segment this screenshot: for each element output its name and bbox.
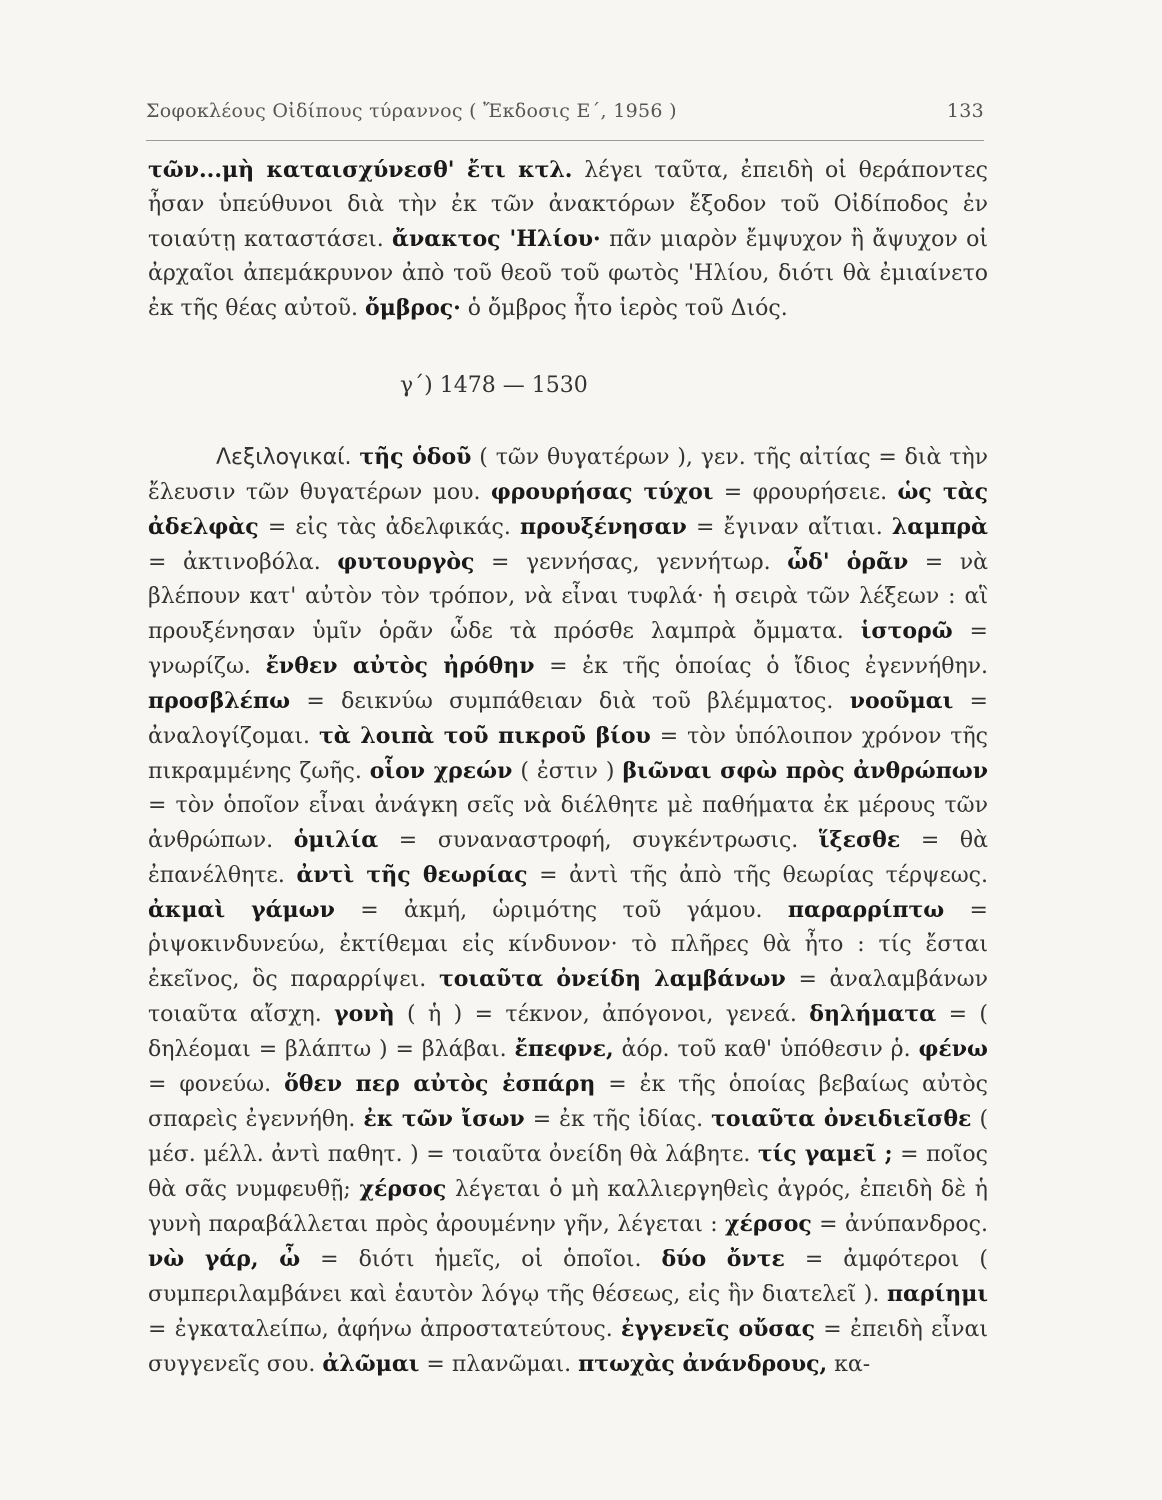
- lemma: παραρρίπτω: [787, 897, 945, 923]
- lemma: ἔπεφνε,: [514, 1036, 614, 1062]
- lemma: φένω: [918, 1036, 988, 1062]
- gloss: = ἐγκαταλείπω, ἀφήνω ἀπροστατεύτους.: [148, 1317, 622, 1342]
- lemma: ἄνακτος 'Ηλίου·: [392, 226, 601, 252]
- lemma: λαμπρὰ: [891, 514, 988, 540]
- lemma: νὼ γάρ, ὦ: [148, 1246, 301, 1272]
- gloss: = ἐκ τῆς ἰδίας.: [524, 1107, 712, 1132]
- lemma: ὁμιλία: [293, 827, 379, 853]
- gloss: = ἀκτινοβόλα.: [148, 550, 338, 575]
- lemma: ἀλῶμαι: [322, 1351, 420, 1377]
- gloss: = ἀκμή, ὡριμότης τοῦ γάμου.: [334, 898, 788, 923]
- lemma: οἷον χρεών: [369, 758, 513, 784]
- lemma: προσβλέπω: [148, 688, 291, 714]
- vocabulary-label: Λεξιλογικαί.: [216, 445, 352, 470]
- lemma: τῆς ὁδοῦ: [359, 444, 472, 470]
- lemma: δηλήματα: [809, 1001, 937, 1027]
- gloss: λέγει ταῦτα, ἐπειδὴ οἱ θεράποντες ἦσαν ὑπεύθυνοι διὰ τὴν ἐκ τῶν ἀνακτόρων ἔξοδον τοῦ Οἰδίποδος ἐν τοιαύτῃ καταστάσει.: [148, 158, 988, 252]
- lemma: προυξένησαν: [520, 514, 687, 540]
- running-title: Σοφοκλέους Οἰδίπους τύραννος ( Ἔκδοσις Ε΄, 1956 ): [146, 100, 677, 122]
- gloss: = ῥιψοκινδυνεύω, ἐκτίθεμαι εἰς κίνδυνον· τὸ πλῆρες θὰ ἦτο : τίς ἔσται ἐκεῖνος, ὃς παραρρίψει.: [148, 898, 988, 992]
- gloss: = ἀμφότεροι ( συμπεριλαμβάνει καὶ ἑαυτὸν λόγῳ τῆς θέσεως, εἰς ἣν διατελεῖ ).: [148, 1247, 988, 1307]
- gloss: πᾶν μιαρὸν ἔμψυχον ἢ ἄψυχον οἱ ἀρχαῖοι ἀπεμάκρυνον ἀπὸ τοῦ θεοῦ τοῦ φωτὸς 'Ηλίου, διότι θὰ ἐμιαίνετο ἐκ τῆς θέας αὐτοῦ.: [148, 227, 988, 321]
- gloss: κα-: [827, 1352, 871, 1377]
- lemma: ὅθεν περ αὐτὸς ἐσπάρη: [284, 1071, 596, 1097]
- header-rule: [146, 140, 984, 141]
- lemma: ἔνθεν αὐτὸς ἠρόθην: [265, 653, 535, 679]
- lemma: παρίημι: [886, 1281, 988, 1307]
- gloss: λέγεται ὁ μὴ καλλιεργηθεὶς ἀγρός, ἐπειδὴ δὲ ἡ γυνὴ παραβάλλεται πρὸς ἀρουμένην γῆν, λέγεται :: [148, 1177, 988, 1237]
- gloss: = ἔγιναν αἴτιαι.: [686, 515, 892, 540]
- gloss: = ἀντὶ τῆς ἀπὸ τῆς θεωρίας τέρψεως.: [527, 863, 988, 888]
- lemma: τίς γαμεῖ ;: [757, 1141, 893, 1167]
- section-heading: γ΄) 1478 — 1530: [400, 373, 588, 398]
- gloss: ( ἐστιν ): [512, 759, 623, 784]
- lemma: ἀντὶ τῆς θεωρίας: [296, 862, 528, 888]
- gloss: = ἐπειδὴ εἶναι συγγενεῖς σου.: [148, 1317, 988, 1377]
- gloss: = ἀναλαμβάνων τοιαῦτα αἴσχη.: [148, 967, 988, 1027]
- lemma: ἐγγενεῖς οὔσας: [621, 1316, 815, 1342]
- lemma: ὡς τὰς ἀδελφὰς: [148, 479, 988, 540]
- gloss: = γνωρίζω.: [148, 619, 988, 679]
- gloss: = φονεύω.: [148, 1072, 285, 1097]
- lemma: τὰ λοιπὰ τοῦ πικροῦ βίου: [318, 723, 651, 749]
- lemma: ὧδ' ὁρᾶν: [787, 549, 909, 575]
- lemma: φυτουργὸς: [337, 549, 475, 575]
- gloss: = νὰ βλέπουν κατ' αὐτὸν τὸν τρόπον, νὰ εἶναι τυφλά· ἡ σειρὰ τῶν λέξεων : αἳ προυξένησαν ὑμῖν ὁρᾶν ὧδε τὰ πρόσθε λαμπρὰ ὄμματα.: [148, 550, 989, 644]
- lemma: νοοῦμαι: [849, 688, 954, 714]
- gloss: = ποῖος θὰ σᾶς νυμφευθῇ;: [148, 1142, 988, 1202]
- lemma: ἱστορῶ: [860, 618, 953, 644]
- gloss: ὁ ὄμβρος ἦτο ἱερὸς τοῦ Διός.: [460, 296, 788, 321]
- page-number: 133: [946, 100, 984, 122]
- lemma: γονὴ: [334, 1001, 395, 1027]
- lemma: ἀκμαὶ γάμων: [148, 897, 335, 923]
- gloss: = τὸν ὑπόλοιπον χρόνον τῆς πικραμμένης ζωῆς.: [148, 724, 988, 784]
- lemma: τῶν...μὴ καταισχύνεσθ' ἔτι κτλ.: [148, 157, 573, 183]
- gloss: = φρουρήσειε.: [713, 480, 898, 505]
- gloss: = θὰ ἐπανέλθητε.: [148, 828, 988, 888]
- gloss: = ἀναλογίζομαι.: [148, 689, 988, 749]
- gloss: = δεικνύω συμπάθειαν διὰ τοῦ βλέμματος.: [290, 689, 850, 714]
- gloss: = ἀνύπανδρος.: [811, 1212, 988, 1237]
- gloss: ( τῶν θυγατέρων ), γεν. τῆς αἰτίας = διὰ τὴν ἔλευσιν τῶν θυγατέρων μου.: [148, 445, 988, 505]
- gloss: ἀόρ. τοῦ καθ' ὑπόθεσιν ῥ.: [613, 1037, 919, 1062]
- lemma: φρουρήσας τύχοι: [490, 479, 714, 505]
- gloss: = ( δηλέομαι = βλάπτω ) = βλάβαι.: [148, 1002, 988, 1062]
- gloss: = γεννήσας, γεννήτωρ.: [474, 550, 788, 575]
- lemma: τοιαῦτα ὀνειδιεῖσθε: [711, 1106, 972, 1132]
- vocabulary-paragraph: [148, 440, 988, 1382]
- lemma: βιῶναι σφὼ πρὸς ἀνθρώπων: [622, 758, 989, 784]
- gloss: = πλανῶμαι.: [419, 1352, 579, 1377]
- gloss: ( ἡ ) = τέκνον, ἀπόγονοι, γενεά.: [394, 1002, 810, 1027]
- commentary-paragraph-1: [148, 153, 988, 326]
- lemma: χέρσος: [725, 1211, 812, 1237]
- gloss: = διότι ἡμεῖς, οἱ ὁποῖοι.: [300, 1247, 662, 1272]
- gloss: = συναναστροφή, συγκέντρωσις.: [378, 828, 819, 853]
- gloss: = τὸν ὁποῖον εἶναι ἀνάγκη σεῖς νὰ διέλθητε μὲ παθήματα ἐκ μέρους τῶν ἀνθρώπων.: [148, 793, 988, 853]
- lemma: ἵξεσθε: [818, 827, 901, 853]
- lemma: δύο ὄντε: [661, 1246, 785, 1272]
- gloss: = εἰς τὰς ἀδελφικάς.: [258, 515, 521, 540]
- running-header: [146, 100, 984, 122]
- gloss: = ἐκ τῆς ὁποίας βεβαίως αὐτὸς σπαρεὶς ἐγεννήθη.: [148, 1072, 988, 1132]
- gloss: = ἐκ τῆς ὁποίας ὁ ἴδιος ἐγεννήθην.: [534, 654, 989, 679]
- lemma: χέρσος: [359, 1176, 447, 1202]
- lemma: ἐκ τῶν ἴσων: [363, 1106, 525, 1132]
- lemma: ὄμβρος·: [365, 295, 461, 321]
- lemma: τοιαῦτα ὀνείδη λαμβάνων: [438, 966, 786, 992]
- gloss: ( μέσ. μέλλ. ἀντὶ παθητ. ) = τοιαῦτα ὀνείδη θὰ λάβητε.: [148, 1107, 989, 1167]
- lemma: πτωχὰς ἀνάνδρους,: [578, 1351, 828, 1377]
